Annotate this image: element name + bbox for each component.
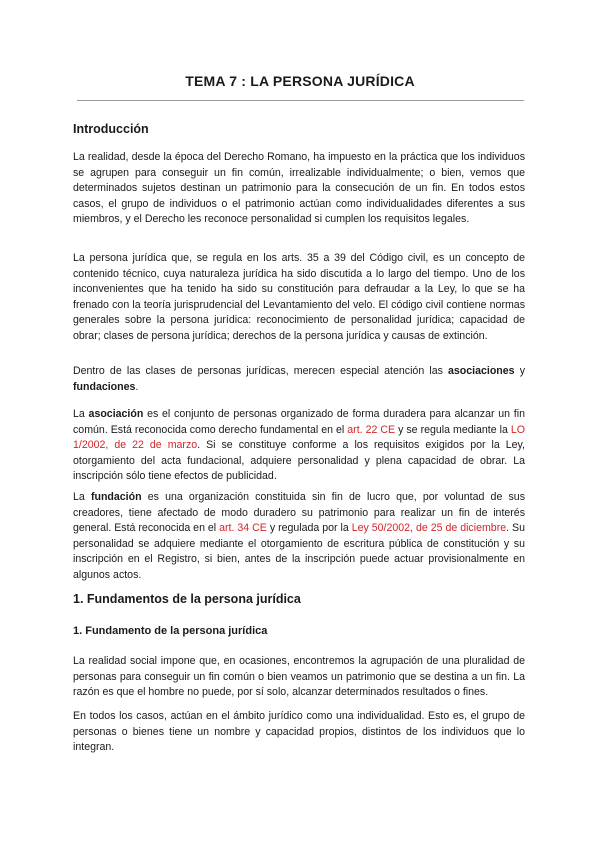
document-title: TEMA 7 : LA PERSONA JURÍDICA [185,73,415,89]
link-lo-1-2002[interactable]: LO 1/2002, de 22 de marzo [73,423,525,452]
intro-paragraph-3: Dentro de las clases de personas jurídicas, merecen especial atención las asociaciones y fundaciones. [73,365,525,393]
section1-paragraph-2: En todos los casos, actúan en el ámbito jurídico como una individualidad. Esto es, el grupo de personas o bienes tiene un nombre y capacidad propios, distintos de los individuos que lo integran. [73,710,525,754]
term-asociaciones: asociaciones [448,365,515,377]
intro-paragraph-fundacion: La fundación es una organización constituida sin fin de lucro que, por voluntad de sus creadores, tiene afectado de modo duradero su patrimonio para realizar un fin de interés general. Está reconocida en el art. 34 CE y regulada por la Ley 50/2002, de 25 de diciembre. Su personalidad se adquiere mediante el otorgamiento de escritura pública de constitución y su inscripción en el Registro, si bien, antes de la inscripción puede actuar provisionalmente en algunos actos. [73,491,525,581]
heading-introduccion: Introducción [73,122,149,136]
link-ley-50-2002[interactable]: Ley 50/2002, de 25 de diciembre [351,522,507,535]
intro-paragraph-1: La realidad, desde la época del Derecho Romano, ha impuesto en la práctica que los individuos se agrupen para conseguir un fin común, irrealizable individualmente; o bien, vemos que determinados sujetos destinan un patrimonio para la consecución de un fin. En todos estos casos, el grupo de individuos o el patrimonio actúan como individualidades diferentes a sus miembros, y el Derecho les reconoce personalidad si cumplen los requisitos legales. [73,151,525,226]
link-art-34-ce[interactable]: art. 34 CE [219,522,267,535]
title-divider [77,100,524,101]
term-fundaciones: fundaciones [73,380,136,393]
section1-paragraph-1: La realidad social impone que, en ocasiones, encontremos la agrupación de una pluralidad de personas para conseguir un fin común o bien veamos un patrimonio que se destina a un fin. La razón es que el hombre no puede, por sí solo, alcanzar determinados resultados o fines. [73,655,525,699]
subheading-fundamento: 1. Fundamento de la persona jurídica [73,625,268,637]
intro-paragraph-asociacion: La asociación es el conjunto de personas organizado de forma duradera para alcanzar un fin común. Está reconocida como derecho fundamental en el art. 22 CE y se regula mediante la LO 1/2002, de 22 de marzo. Si se constituye conforme a los requisitos exigidos por la Ley, otorgamiento del acta fundacional, adquiere personalidad y plena capacidad de obrar. La inscripción sólo tiene efectos de publicidad. [73,408,525,483]
term-asociacion: asociación [88,408,144,420]
intro-paragraph-2: La persona jurídica que, se regula en los arts. 35 a 39 del Código civil, es un concepto de contenido técnico, cuya naturaleza jurídica ha sido discutida a lo largo del tiempo. Uno de los inconvenientes que ha tenido ha sido su constitución para defraudar a la Ley, lo que se ha frenado con la teoría jurisprudencial del Levantamiento del velo. El código civil contiene normas generales sobre la persona jurídica: reconocimiento de personalidad jurídica; capacidad de obrar; clases de persona jurídica; derechos de la persona jurídica y causas de extinción. [73,252,525,342]
term-fundacion: fundación [90,491,142,503]
link-art-22-ce[interactable]: art. 22 CE [347,423,396,436]
heading-fundamentos: 1. Fundamentos de la persona jurídica [73,592,301,606]
